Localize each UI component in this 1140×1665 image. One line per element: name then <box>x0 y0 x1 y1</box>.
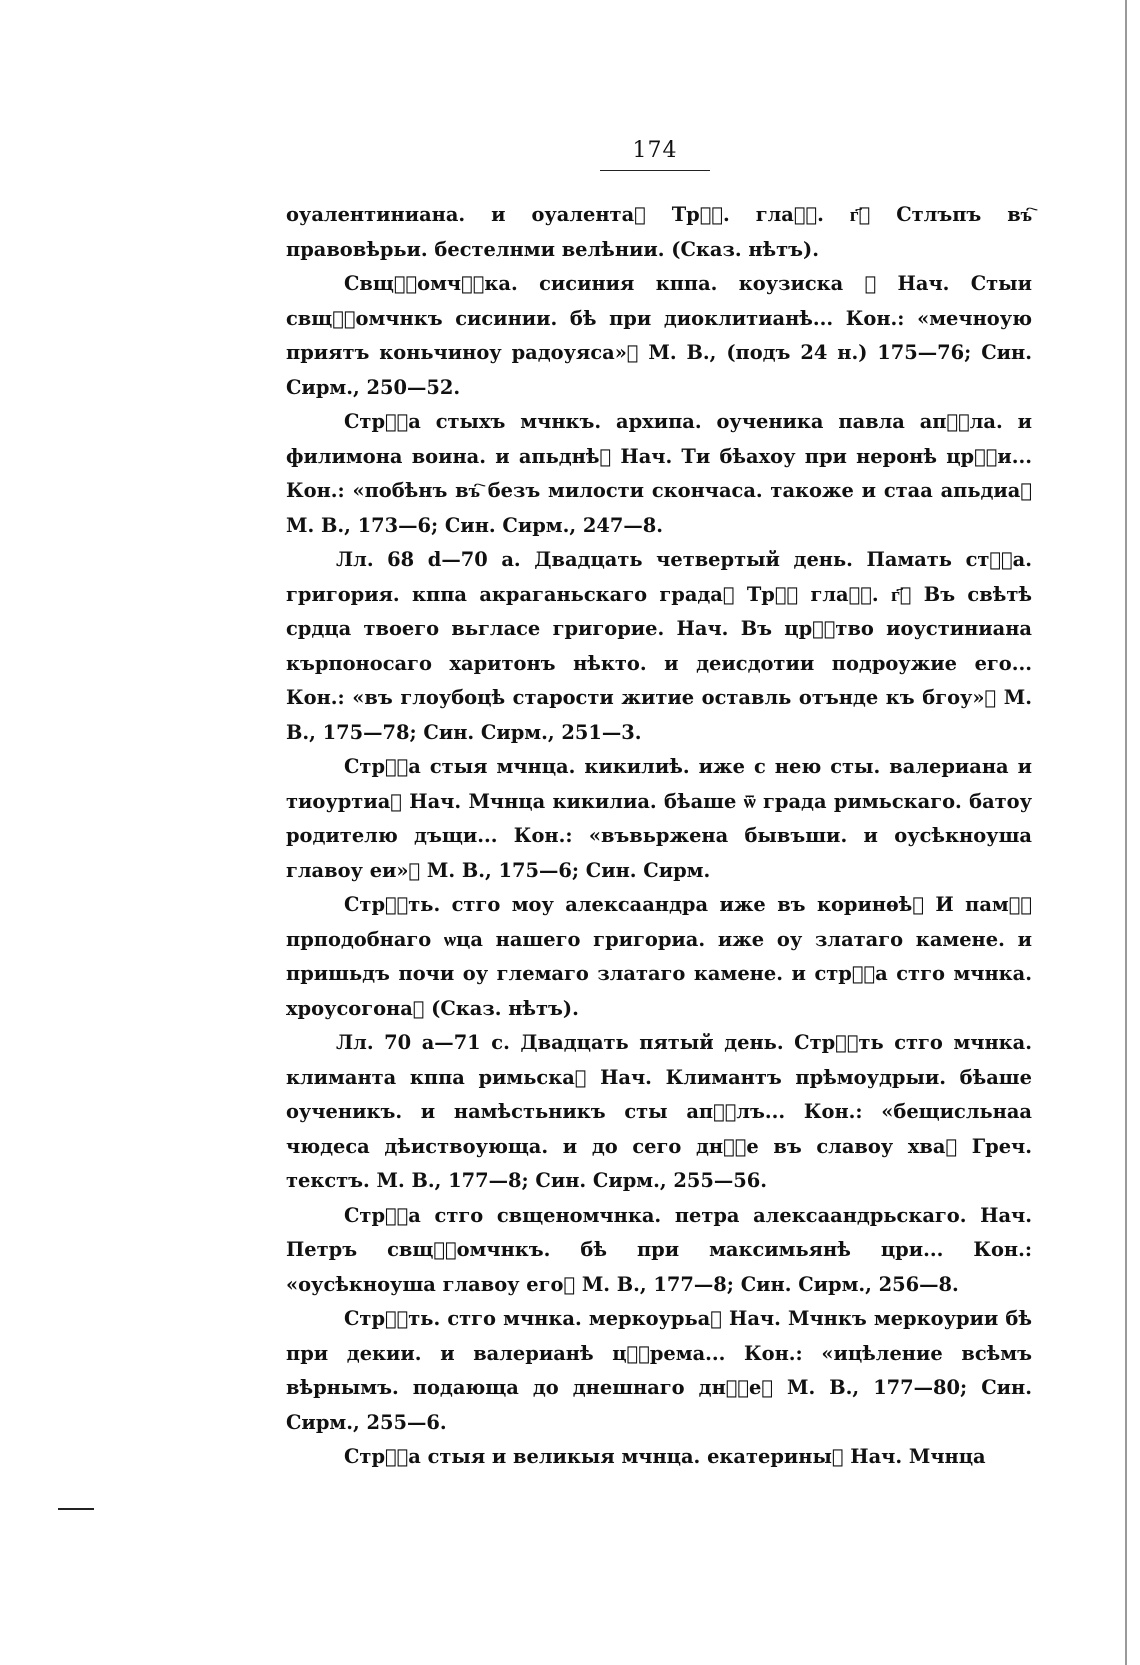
paragraph-8: Стрⷭ҇а стго свщеномчнка. петра алексаандрьскаго. Нач. Петръ свщⷩ҇омчнкъ. бѣ при максимьянѣ цри... Кон.: «оусѣкноуша главоу его⁖ М. В., 177—8; Син. Сирм., 256—8. <box>286 1203 1032 1296</box>
paragraph-5: Стрⷭ҇а стыя мчнца. кикилиѣ. иже с нею сты. валериана и тиоуртиа⁖ Нач. Мчнца кикилиа. бѣаше ѿ града римьскаго. батоу родителю дъщи... Кон.: «въвьржена бывъши. и оусѣкноуша главоу еи»⁖ М. В., 175—6; Син. Сирм. <box>286 755 1032 882</box>
page-number-rule <box>600 170 710 171</box>
paragraph-3: Стрⷭ҇а стыхъ мчнкъ. архипа. оученика павла апⷭ҇ла. и филимона воина. и апьднѣ⁖ Нач. Ти бѣахоу при неронѣ црⷭ҇и... Кон.: «побѣнъ въ҇ безъ милости скончаса. такоже и стаа апьдиа⁖ М. В., 173—6; Син. Сирм., 247—8. <box>286 410 1032 537</box>
page-number: 174 <box>632 138 678 163</box>
paragraph-10: Стрⷭ҇а стыя и великыя мчнца. екатерины⁖ Нач. Мчнца <box>344 1445 986 1468</box>
paragraph-4: Лл. 68 d—70 а. Двадцать четвертый день. Памать стⷭ҇а. григория. кппа акраганьскаго града⁖ Трⷬ҇ глаⷭ҇. г҃⁖ Въ свѣтѣ срдца твоего вьгласе григорие. Нач. Въ црⷭ҇тво иоустиниана кърпоносаго харитонъ нѣкто. и деисдотии подроужие его... Кон.: «въ глоубоцѣ старости житие оставль отънде къ бгоу»⁖ М. В., 175—78; Син. Сирм., 251—3. <box>286 548 1032 744</box>
margin-mark <box>58 1508 94 1510</box>
paragraph-1: оуалентиниана. и оуалента⁖ Трⷬ҇. глаⷭ҇. г҃⁖ Стлъпъ въ҇ правовѣрьи. бестелнми велѣнии. (Сказ. нѣтъ). <box>286 203 1032 261</box>
paragraph-2: Свщⷩ҇омчⷩ҇ка. сисиния кппа. коузиска ⁖ Нач. Стыи свщⷩ҇омчнкъ сисинии. бѣ при диоклитианѣ... Кон.: «мечноую приятъ коньчиноу радоуяса»⁖ М. В., (подъ 24 н.) 175—76; Син. Сирм., 250—52. <box>286 272 1032 399</box>
text-body <box>286 198 1032 1475</box>
paragraph-9: Стрⷭ҇ть. стго мчнка. меркоурьа⁖ Нач. Мчнкъ меркоурии бѣ при декии. и валерианѣ цⷭ҇рема... Кон.: «ицѣление всѣмъ вѣрнымъ. подающа до днешнаго днⷭ҇е⁖ М. В., 177—80; Син. Сирм., 255—6. <box>286 1307 1032 1434</box>
paragraph-7: Лл. 70 а—71 с. Двадцать пятый день. Стрⷭ҇ть стго мчнка. климанта кппа римьска⁖ Нач. Климантъ прѣмоудрыи. бѣаше оученикъ. и намѣстьникъ сты апⷭ҇лъ... Кон.: «бещисльнаа чюдеса дѣиствоующа. и до сего днⷭ҇е въ славоу хва⁖ Греч. текстъ. М. В., 177—8; Син. Сирм., 255—56. <box>286 1031 1032 1192</box>
page-edge-line <box>1125 0 1127 1665</box>
paragraph-6: Стрⷭ҇ть. стго моу алексаандра иже въ коринѳѣ⁖ И памⷭ҇ прподобнаго ѡца нашего григориа. иже оу златаго камене. и пришьдъ почи оу глемаго златаго камене. и стрⷭ҇а стго мчнка. хроусогона⁖ (Сказ. нѣтъ). <box>286 893 1032 1020</box>
